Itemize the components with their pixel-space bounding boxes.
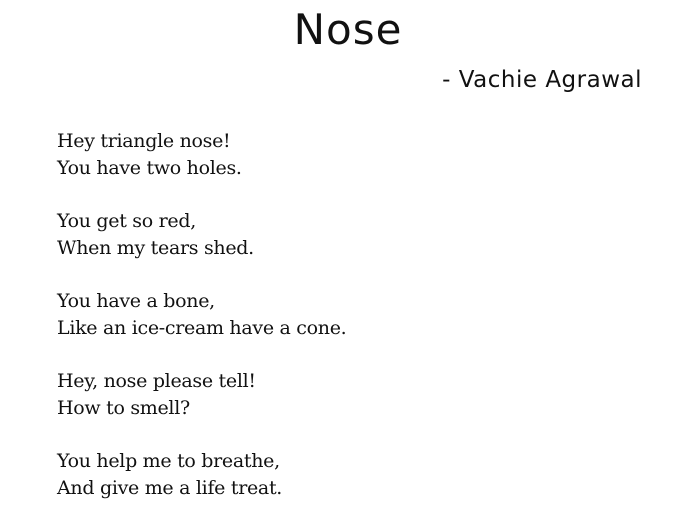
poem-line: Like an ice-cream have a cone. <box>57 317 347 339</box>
poem-line: You help me to breathe, <box>57 450 280 472</box>
stanza-3 <box>57 288 657 342</box>
stanza-5 <box>57 448 657 502</box>
stanza-1 <box>57 128 657 182</box>
poem-line: You have two holes. <box>57 157 242 179</box>
poem-body <box>57 128 657 528</box>
stanza-4 <box>57 368 657 422</box>
poem-line: And give me a life treat. <box>57 477 283 499</box>
poem-line: You have a bone, <box>57 290 215 312</box>
poem-author: - Vachie Agrawal <box>442 67 642 93</box>
poem-line: You get so red, <box>57 210 196 232</box>
poem-line: When my tears shed. <box>57 237 254 259</box>
poem-line: Hey triangle nose! <box>57 130 231 152</box>
poem-line: How to smell? <box>57 397 190 419</box>
stanza-2 <box>57 208 657 262</box>
poem-line: Hey, nose please tell! <box>57 370 256 392</box>
poem-title: Nose <box>293 5 403 54</box>
